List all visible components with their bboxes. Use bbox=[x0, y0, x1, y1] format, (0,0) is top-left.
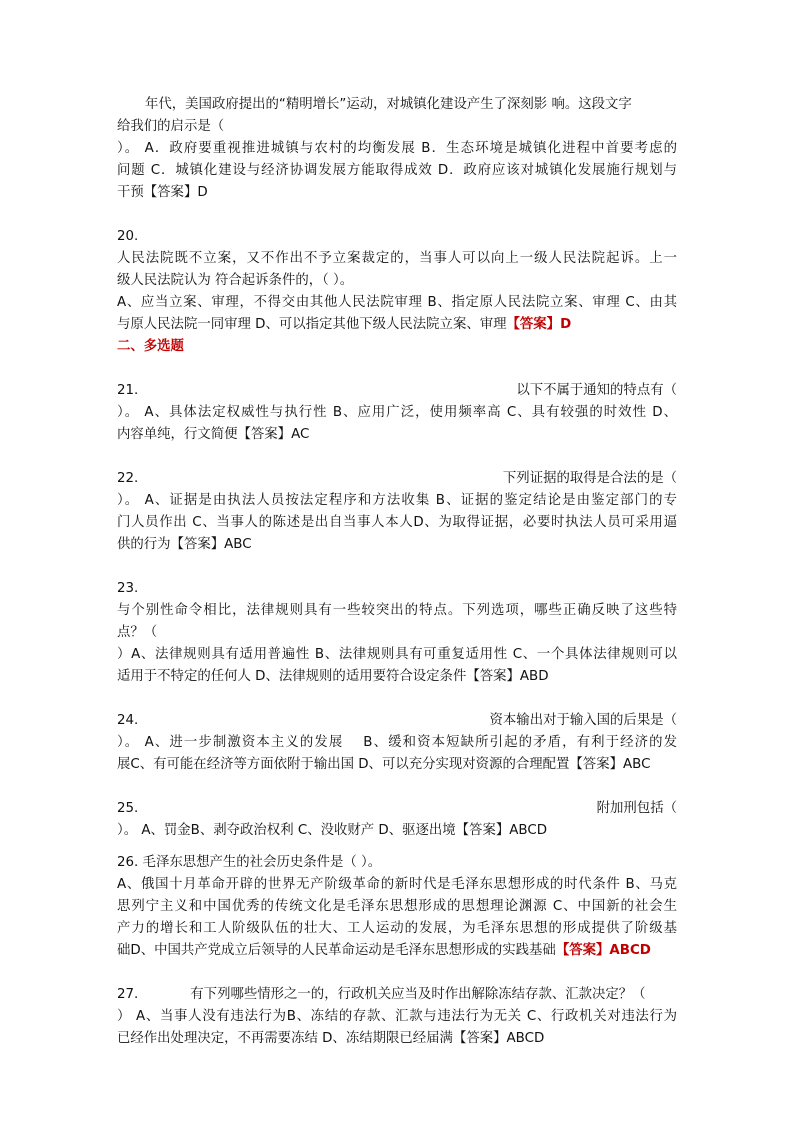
q26-line-3: 思列宁主义和中国优秀的传统文化是毛泽东思想形成的思想理论渊源 C、中国新的社会生 bbox=[117, 899, 677, 914]
q22-number: 22. bbox=[117, 471, 139, 486]
q21-header bbox=[117, 380, 677, 402]
q24-number: 24. bbox=[117, 713, 139, 728]
q19-line-2: 给我们的启示是（ bbox=[117, 119, 225, 134]
q24-stem: 资本输出对于输入国的后果是（ bbox=[489, 713, 677, 728]
q26-line-5 bbox=[117, 940, 677, 962]
q26-line-5-text: 础D、中国共产党成立后领导的人民革命运动是毛泽东思想形成的实践基础 bbox=[117, 943, 556, 958]
q26-line-2: A、俄国十月革命开辟的世界无产阶级革命的新时代是毛泽东思想形成的时代条件 B、马克 bbox=[117, 877, 677, 892]
q20-answer: 【答案】D bbox=[506, 317, 572, 332]
q24-line-2: 展C、有可能在经济等方面依附于输出国 D、可以充分实现对资源的合理配置【答案】ABC bbox=[117, 757, 651, 772]
q27-line-1: ） A、当事人没有违法行为B、冻结的存款、汇款与违法行为无关 C、行政机关对违法行为 bbox=[117, 1009, 677, 1024]
section-title-multiple-choice: 二、多选题 bbox=[117, 339, 184, 354]
q26-line-4: 产力的增长和工人阶级队伍的壮大、工人运动的发展，为毛泽东思想的形成提供了阶级基 bbox=[117, 921, 677, 936]
q20-line-2: 级人民法院认为 符合起诉条件的，（ ）。 bbox=[117, 273, 354, 288]
q22-line-1: ）。 A、证据是由执法人员按法定程序和方法收集 B、证据的鉴定结论是由鉴定部门的专 bbox=[117, 493, 677, 508]
q22-stem: 下列证据的取得是合法的是（ bbox=[502, 471, 677, 486]
q27-number: 27. bbox=[117, 987, 139, 1002]
q25-number: 25. bbox=[117, 801, 139, 816]
q23-line-1: 与个别性命令相比，法律规则具有一些较突出的特点。下列选项，哪些正确反映了这些特 bbox=[117, 603, 677, 618]
q24-header bbox=[117, 710, 677, 732]
q20-line-3: A、应当立案、审理，不得交由其他人民法院审理 B、指定原人民法院立案、审理 C、由其 bbox=[117, 295, 677, 310]
q22-line-3: 供的行为【答案】ABC bbox=[117, 537, 252, 552]
q24-line-1: ）。 A、进一步制激资本主义的发展 B、缓和资本短缺所引起的矛盾，有利于经济的发 bbox=[117, 735, 677, 750]
q23-line-3: ）A、法律规则具有适用普遍性 B、法律规则具有可重复适用性 C、一个具体法律规则可以 bbox=[117, 647, 677, 662]
q25-stem: 附加刑包括（ bbox=[596, 801, 677, 816]
q27-line-2: 已经作出处理决定，不再需要冻结 D、冻结期限已经届满【答案】ABCD bbox=[117, 1031, 545, 1046]
q20-line-1: 人民法院既不立案，又不作出不予立案裁定的，当事人可以向上一级人民法院起诉。上一 bbox=[117, 251, 677, 266]
q21-stem: 以下不属于通知的特点有（ bbox=[516, 383, 677, 398]
q25-line-1: ）。 A、罚金B、剥夺政治权利 C、没收财产 D、驱逐出境【答案】ABCD bbox=[117, 823, 548, 838]
q23-line-2: 点？（ bbox=[117, 625, 158, 640]
q27-header bbox=[117, 984, 677, 1006]
q19-line-5: 干预【答案】D bbox=[117, 185, 208, 200]
q21-line-2: 内容单纯，行文简便【答案】AC bbox=[117, 427, 310, 442]
q20-line-4-text: 与原人民法院一同审理 D、可以指定其他下级人民法院立案、审理 bbox=[117, 317, 507, 332]
q21-number: 21. bbox=[117, 383, 139, 398]
q25-header bbox=[117, 798, 677, 820]
q23-number: 23. bbox=[117, 581, 139, 596]
q21-line-1: ）。 A、具体法定权威性与执行性 B、应用广泛，使用频率高 C、具有较强的时效性 D、 bbox=[117, 405, 677, 420]
q26-line-1: 26. 毛泽东思想产生的社会历史条件是（ ）。 bbox=[117, 855, 382, 870]
q19-line-1: 年代，美国政府提出的“精明增长”运动，对城镇化建设产生了深刻影 响。这段文字 bbox=[145, 97, 632, 112]
q26-answer: 【答案】ABCD bbox=[555, 943, 651, 958]
q19-line-3: ）。 A．政府要重视推进城镇与农村的均衡发展 B．生态环境是城镇化进程中首要考虑的 bbox=[117, 141, 677, 156]
q22-line-2: 门人员作出 C、当事人的陈述是出自当事人本人D、为取得证据，必要时执法人员可采用逼 bbox=[117, 515, 677, 530]
q23-line-4: 适用于不特定的任何人 D、法律规则的适用要符合设定条件【答案】ABD bbox=[117, 669, 549, 684]
q22-header bbox=[117, 468, 677, 490]
q27-stem: 有下列哪些情形之一的，行政机关应当及时作出解除冻结存款、汇款决定？（ bbox=[190, 987, 646, 1002]
q20-number: 20. bbox=[117, 229, 139, 244]
q19-line-4: 问题 C．城镇化建设与经济协调发展方能取得成效 D．政府应该对城镇化发展施行规划与 bbox=[117, 163, 677, 178]
q20-line-4 bbox=[117, 314, 677, 336]
